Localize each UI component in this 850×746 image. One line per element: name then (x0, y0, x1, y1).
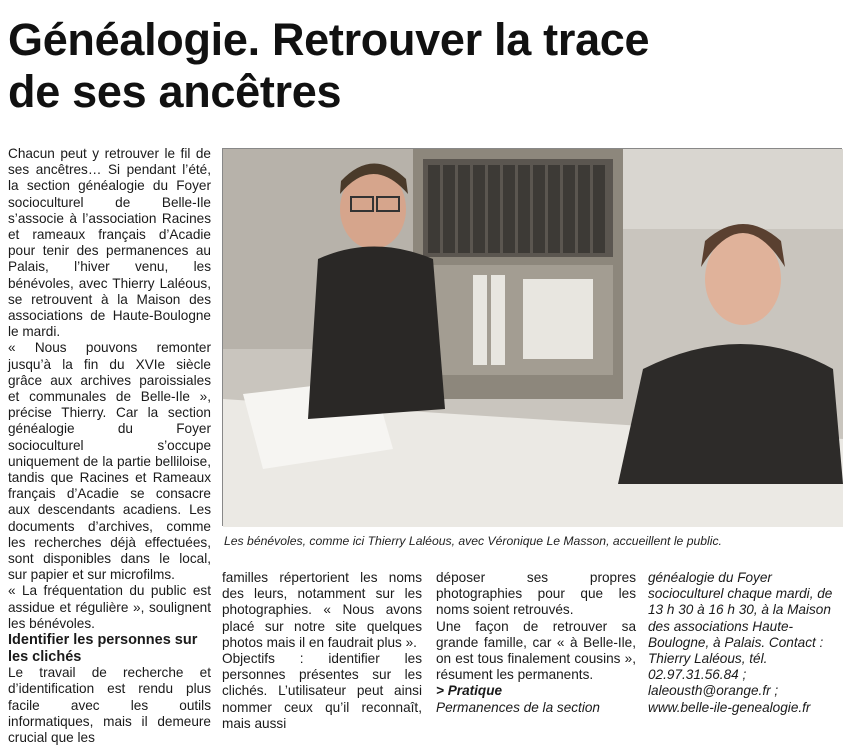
headline-line-2: de ses ancêtres (8, 66, 342, 117)
article-column-3 (436, 570, 636, 716)
photo-caption: Les bénévoles, comme ici Thierry Laléous, avec Véronique Le Masson, accueillent le public. (224, 534, 722, 548)
practical-info-details: généalogie du Foyer socioculturel chaque mardi, de 13 h 30 à 16 h 30, à la Maison des associations Haute-Boulogne, à Palais. Contact : Thierry Laléous, tél. 02.97.31.56.84 ; laleousth@orange.fr ; www.belle-ile-genealogie.fr (648, 570, 833, 715)
article-column-1 (8, 146, 211, 746)
practical-kicker: > Pratique (436, 683, 503, 699)
paragraph-identification: Le travail de recherche et d’identification est rendu plus facile avec les outils informatiques, mais il demeure crucial que les (8, 665, 211, 745)
paragraph-families: familles répertorient les noms des leurs, notamment sur les photographies. « Nous avons placé sur notre site quelques photos mais il en faudrait plus ». (222, 570, 422, 650)
paragraph-photos: déposer ses propres photographies pour que les noms soient retrouvés. (436, 570, 636, 618)
section-subheading: Identifier les personnes sur les clichés (8, 632, 198, 665)
paragraph-cousins: Une façon de retrouver sa grande famille, car « à Belle-Ile, on est tous finalement cousins », résument les permanents. (436, 618, 636, 683)
paragraph-archives: « Nous pouvons remonter jusqu’à la fin du XVIe siècle grâce aux archives paroissiales et communales de Belle-Ile », précise Thierry. Car la section généalogie du Foyer socioculturel s’occupe uniquement de la partie belliloise, tandis que Racines et Rameaux français d’Acadie se consacre aux descendants acadiens. Les documents d’archives, comme les recherches déjà effectuées, sont disponibles dans le local, sur papier et sur microfilms. (8, 340, 211, 583)
volunteers-photo-illustration (223, 149, 843, 527)
article-column-4 (648, 570, 844, 716)
article-column-2 (222, 570, 422, 732)
paragraph-frequentation: « La fréquentation du public est assidue et régulière », soulignent les bénévoles. (8, 583, 211, 631)
paragraph-intro: Chacun peut y retrouver le fil de ses ancêtres… Si pendant l’été, la section généalogie du Foyer socioculturel de Belle-Ile s’associe à l’association Racines et rameaux français d’Acadie pour tenir des permanences au Palais, l’hiver venu, les bénévoles, avec Thierry Laléous, se retrouvent à la Maison des associations de Haute-Boulogne le mardi. (8, 146, 211, 340)
practical-info-start: Permanences de la section (436, 699, 600, 715)
article-photo (222, 148, 842, 526)
paragraph-objectives: Objectifs : identifier les personnes présentes sur les clichés. L’utilisateur peut ainsi nommer ceux qu’il reconnaît, mais aussi (222, 651, 422, 731)
article-headline (8, 14, 842, 118)
headline-line-1: Généalogie. Retrouver la trace (8, 14, 650, 65)
